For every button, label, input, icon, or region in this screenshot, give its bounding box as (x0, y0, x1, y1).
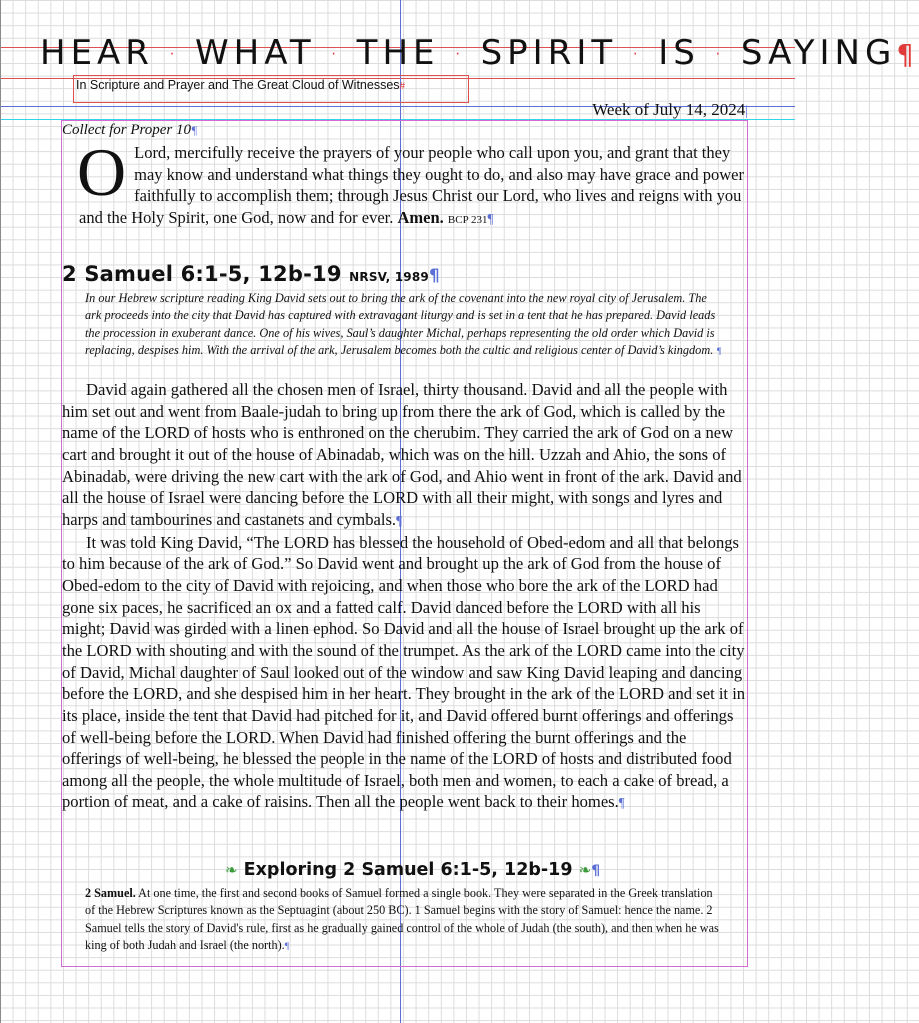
pilcrow-mark: ¶ (396, 512, 403, 528)
drop-cap: O (77, 134, 127, 210)
reading-heading (62, 262, 440, 286)
pilcrow-mark: ¶ (618, 795, 625, 811)
ornament-left-icon: ❧ (225, 861, 238, 879)
pilcrow-mark: ¶ (487, 210, 494, 226)
guide-line (0, 0, 1, 1023)
masthead (40, 33, 919, 76)
pilcrow-mark: | (745, 103, 748, 118)
masthead-separator: · (455, 46, 465, 63)
scripture-text (62, 379, 748, 814)
pilcrow-mark: ¶ (284, 941, 290, 953)
note-term: 2 Samuel. (85, 886, 136, 900)
pilcrow-mark: ¶ (591, 863, 601, 879)
masthead-separator: · (169, 46, 180, 63)
collect-amen: Amen. (397, 207, 444, 227)
masthead-separator: · (715, 46, 726, 63)
masthead-word: HEAR (40, 33, 154, 73)
masthead-word: SAYING (740, 33, 897, 73)
masthead-word: WHAT (195, 33, 316, 73)
masthead-separator: · (331, 46, 341, 63)
exploring-notes (85, 885, 725, 956)
reading-intro (85, 290, 725, 361)
collect-body: Lord, mercifully receive the prayers of your people who call upon you, and grant that they may know and understand what things they ought to do, and also may have grace and power faithfully to accomplish them; through Jesus Christ our Lord, who lives and reigns with you and the Holy Spirit, one God, now and for ever. (79, 143, 744, 227)
masthead-word: IS (658, 33, 700, 73)
collect-title-text: Collect for Proper 10 (62, 122, 192, 138)
exploring-title: Exploring 2 Samuel 6:1-5, 12b-19 (243, 860, 573, 880)
scripture-paragraph (62, 532, 748, 815)
masthead-word: SPIRIT (480, 33, 618, 73)
reading-title: 2 Samuel 6:1-5, 12b-19 (62, 262, 342, 286)
week-text: Week of July 14, 2024 (592, 100, 746, 119)
pilcrow-mark: ¶ (428, 265, 440, 285)
masthead-separator: · (632, 46, 643, 63)
end-mark: # (399, 81, 406, 92)
pilcrow-mark: ¶ (896, 40, 919, 71)
pilcrow-mark: ¶ (191, 123, 198, 137)
masthead-word: THE (356, 33, 440, 73)
reading-version: NRSV, 1989 (349, 270, 429, 284)
subtitle-text: In Scripture and Prayer and The Great Cloud of Witnesses (76, 78, 400, 92)
collect-prayer (77, 134, 747, 231)
scripture-paragraph-text: It was told King David, “The LORD has blessed the household of Obed-edom and all that belongs to him because of the ark of God.” So David went and brought up the ark of God from the house of Obed-edom to the city of David with rejoicing, and when those who bore the ark of the LORD had gone six paces, he sacrificed an ox and a fatted calf. David danced before the LORD with all his might; David was girded with a linen ephod. So David and all the house of Israel brought up the ark of the LORD with shouting and with the sound of the trumpet. As the ark of the LORD came into the city of David, Michal daughter of Saul looked out of the window and saw King David leaping and dancing before the LORD, and she despised him in her heart. They brought in the ark of the LORD and set it in its place, inside the tent that David had pitched for it, and David offered burnt offerings and offerings of well-being before the LORD. When David had finished offering the burnt offerings and the offerings of well-being, he blessed the people in the name of the LORD of hosts and distributed food among all the people, the whole multitude of Israel, both men and women, to each a cake of bread, a portion of meat, and a cake of raisins. Then all the people went back to their homes. (62, 532, 746, 812)
exploring-heading (225, 860, 625, 880)
scripture-paragraph (62, 379, 748, 532)
subtitle (76, 78, 405, 92)
week-label (592, 100, 748, 120)
reading-intro-text: In our Hebrew scripture reading King David sets out to bring the ark of the covenant into the new royal city of Jerusalem. The ark proceeds into the city that David has captured with extravagant liturgy and is set in a tent that he has prepared. David leads the procession in exuberant dance. One of his wives, Saul’s daughter Michal, perhaps representing the old order which David is replacing, despises him. With the arrival of the ark, Jerusalem becomes both the cultic and religious center of David’s kingdom. (85, 291, 716, 358)
scripture-paragraph-text: David again gathered all the chosen men of Israel, thirty thousand. David and all the people with him set out and went from Baale-judah to bring up from there the ark of God, which is called by the name of the LORD of hosts who is enthroned on the cherubim. They carried the ark of God on a new cart and brought it out of the house of Abinadab, which was on the hill. Uzzah and Ahio, the sons of Abinadab, were driving the new cart with the ark of God, and Ahio went in front of the ark. David and all the house of Israel were dancing before the LORD with all their might, with songs and lyres and harps and tambourines and castanets and cymbals. (62, 380, 742, 529)
note-text: At one time, the first and second books of Samuel formed a single book. They were separated in the Greek translation of the Hebrew Scriptures known as the Septuagint (about 250 BC). 1 Samuel begins with the story of Samuel: hence the name. 2 Samuel tells the story of David's rule, first as he gradually gained control of the whole of Judah (the south), and then when he was king of both Judah and Israel (the north). (85, 886, 719, 953)
ornament-right-icon: ❧ (578, 861, 592, 879)
collect-source: BCP 231 (447, 213, 488, 226)
pilcrow-mark: ¶ (716, 346, 722, 358)
